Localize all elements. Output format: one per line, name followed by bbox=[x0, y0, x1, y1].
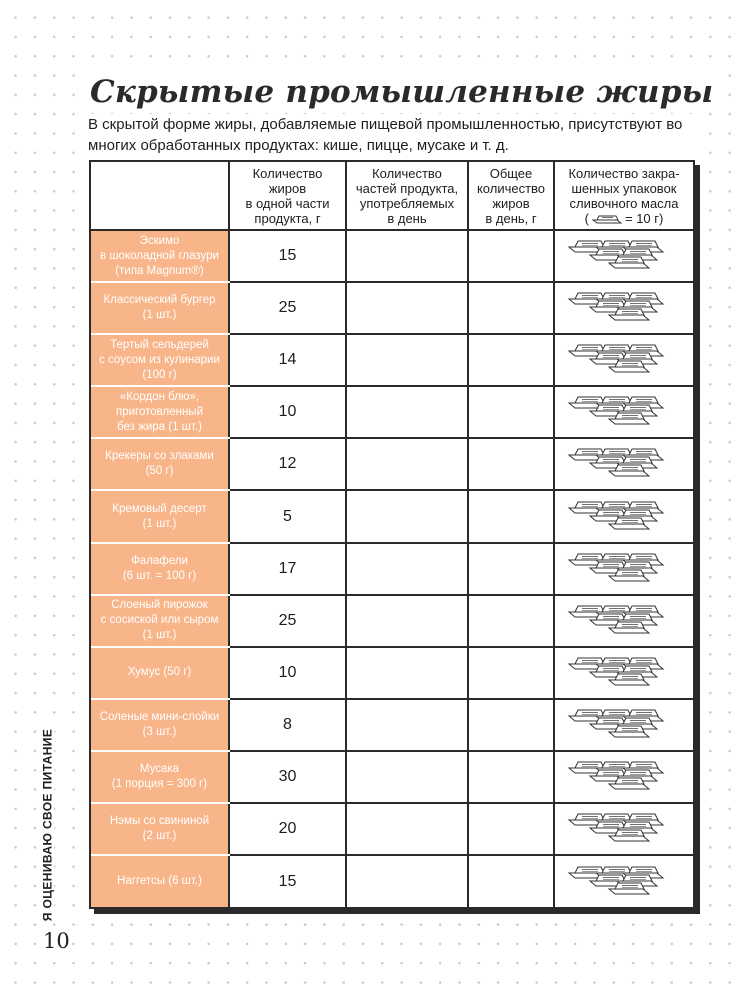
product-name-line: Крекеры со злаками bbox=[105, 450, 214, 463]
table-row bbox=[91, 334, 693, 386]
header-row bbox=[91, 162, 693, 230]
fat-per-portion-cell: 10 bbox=[229, 647, 346, 699]
portions-per-day-input[interactable] bbox=[346, 647, 468, 699]
product-name-line: Наггетсы (6 шт.) bbox=[117, 875, 202, 888]
butter-packs-cell[interactable] bbox=[554, 595, 693, 647]
butter-packs-graphic bbox=[567, 651, 681, 695]
product-name-line: Классический бургер bbox=[103, 294, 216, 307]
product-name-line: Нэмы со свининой bbox=[109, 815, 210, 828]
table-row bbox=[91, 282, 693, 334]
hidden-fats-table bbox=[91, 162, 693, 907]
product-name-cell bbox=[91, 699, 229, 751]
butter-legend: ( = 10 г) bbox=[584, 210, 664, 226]
intro-text bbox=[88, 114, 698, 156]
butter-packs-graphic bbox=[567, 807, 681, 851]
butter-packs-cell[interactable] bbox=[554, 699, 693, 751]
butter-packs-graphic bbox=[567, 338, 681, 382]
butter-packs-cell[interactable] bbox=[554, 543, 693, 595]
total-fat-input[interactable] bbox=[468, 699, 554, 751]
butter-pack-icon bbox=[592, 213, 622, 225]
fat-per-portion-cell: 20 bbox=[229, 803, 346, 855]
product-name-cell bbox=[91, 230, 229, 282]
portions-per-day-input[interactable] bbox=[346, 334, 468, 386]
intro-line-2: многих обработанных продуктах: кише, пицце, мусаке и т. д. bbox=[88, 137, 509, 154]
product-name-line: Мусака bbox=[139, 762, 180, 775]
fat-per-portion-cell: 14 bbox=[229, 334, 346, 386]
butter-packs-cell[interactable] bbox=[554, 282, 693, 334]
header-portions-per-day: Количество частей продукта, употребляемых в день bbox=[346, 162, 468, 230]
product-name-cell bbox=[91, 543, 229, 595]
portions-per-day-input[interactable] bbox=[346, 490, 468, 542]
portions-per-day-input[interactable] bbox=[346, 282, 468, 334]
fat-per-portion-cell: 25 bbox=[229, 595, 346, 647]
total-fat-input[interactable] bbox=[468, 751, 554, 803]
butter-packs-cell[interactable] bbox=[554, 438, 693, 490]
product-name-line: без жира (1 шт.) bbox=[117, 420, 202, 433]
butter-packs-graphic bbox=[567, 390, 681, 434]
product-name-cell bbox=[91, 334, 229, 386]
butter-packs-cell[interactable] bbox=[554, 803, 693, 855]
butter-packs-graphic bbox=[567, 495, 681, 539]
butter-packs-graphic bbox=[567, 547, 681, 591]
table-row bbox=[91, 230, 693, 282]
page-number: 10 bbox=[43, 929, 70, 953]
fat-per-portion-cell: 10 bbox=[229, 386, 346, 438]
portions-per-day-input[interactable] bbox=[346, 699, 468, 751]
fat-per-portion-cell: 15 bbox=[229, 230, 346, 282]
total-fat-input[interactable] bbox=[468, 855, 554, 907]
total-fat-input[interactable] bbox=[468, 438, 554, 490]
total-fat-input[interactable] bbox=[468, 803, 554, 855]
total-fat-input[interactable] bbox=[468, 230, 554, 282]
product-name-line: (1 шт.) bbox=[142, 517, 177, 530]
total-fat-input[interactable] bbox=[468, 334, 554, 386]
product-name-line: (50 г) bbox=[145, 465, 174, 478]
total-fat-input[interactable] bbox=[468, 386, 554, 438]
table-row bbox=[91, 595, 693, 647]
portions-per-day-input[interactable] bbox=[346, 803, 468, 855]
fat-per-portion-cell: 30 bbox=[229, 751, 346, 803]
table-row bbox=[91, 543, 693, 595]
table-row bbox=[91, 855, 693, 907]
product-name-cell bbox=[91, 438, 229, 490]
butter-packs-cell[interactable] bbox=[554, 647, 693, 699]
product-name-cell bbox=[91, 595, 229, 647]
portions-per-day-input[interactable] bbox=[346, 751, 468, 803]
header-total-fat: Общее количество жиров в день, г bbox=[468, 162, 554, 230]
butter-packs-graphic bbox=[567, 860, 681, 904]
butter-packs-graphic bbox=[567, 442, 681, 486]
product-name-line: Хумус (50 г) bbox=[127, 666, 192, 679]
butter-packs-graphic bbox=[567, 755, 681, 799]
product-name-cell bbox=[91, 803, 229, 855]
butter-packs-cell[interactable] bbox=[554, 855, 693, 907]
fat-table-frame bbox=[89, 160, 695, 909]
portions-per-day-input[interactable] bbox=[346, 543, 468, 595]
product-name-line: (1 шт.) bbox=[142, 629, 177, 642]
table-row bbox=[91, 647, 693, 699]
product-name-line: Тертый сельдерей bbox=[110, 338, 209, 351]
butter-packs-cell[interactable] bbox=[554, 230, 693, 282]
fat-per-portion-cell: 12 bbox=[229, 438, 346, 490]
table-row bbox=[91, 803, 693, 855]
butter-packs-graphic bbox=[567, 286, 681, 330]
section-side-label: Я ОЦЕНИВАЮ СВОЕ ПИТАНИЕ bbox=[40, 728, 54, 922]
product-name-line: Эскимо bbox=[139, 234, 180, 247]
product-name-line: (2 шт.) bbox=[142, 830, 177, 843]
total-fat-input[interactable] bbox=[468, 282, 554, 334]
product-name-line: Слоеный пирожок bbox=[111, 599, 208, 612]
portions-per-day-input[interactable] bbox=[346, 438, 468, 490]
total-fat-input[interactable] bbox=[468, 595, 554, 647]
header-butter-packs: Количество закра- шенных упаковок сливочного масла ( = 10 г) bbox=[554, 162, 693, 230]
product-name-line: (1 шт.) bbox=[142, 309, 177, 322]
product-name-line: в шоколадной глазури bbox=[100, 249, 219, 262]
product-name-cell bbox=[91, 282, 229, 334]
portions-per-day-input[interactable] bbox=[346, 855, 468, 907]
product-name-line: (типа Magnum®) bbox=[115, 264, 204, 277]
total-fat-input[interactable] bbox=[468, 647, 554, 699]
fat-per-portion-cell: 5 bbox=[229, 490, 346, 542]
product-name-cell bbox=[91, 855, 229, 907]
table-row bbox=[91, 699, 693, 751]
product-name-line: «Кордон блю», bbox=[119, 390, 200, 403]
product-name-line: приготовленный bbox=[115, 405, 203, 418]
portions-per-day-input[interactable] bbox=[346, 230, 468, 282]
butter-packs-graphic bbox=[567, 599, 681, 643]
product-name-line: Фалафели bbox=[131, 554, 188, 567]
product-name-line: Кремовый десерт bbox=[112, 502, 207, 515]
fat-per-portion-cell: 17 bbox=[229, 543, 346, 595]
product-name-line: с соусом из кулинарии bbox=[99, 353, 220, 366]
product-name-line: (1 порция = 300 г) bbox=[111, 777, 208, 790]
butter-packs-cell[interactable] bbox=[554, 751, 693, 803]
product-name-line: (6 шт. = 100 г) bbox=[122, 569, 197, 582]
product-name-line: Соленые мини-слойки bbox=[99, 710, 220, 723]
butter-packs-cell[interactable] bbox=[554, 490, 693, 542]
product-name-line: с сосиской или сыром bbox=[100, 614, 219, 627]
product-name-cell bbox=[91, 751, 229, 803]
total-fat-input[interactable] bbox=[468, 543, 554, 595]
header-blank-cell bbox=[91, 162, 229, 230]
product-name-line: (100 г) bbox=[142, 368, 177, 381]
butter-packs-graphic bbox=[567, 703, 681, 747]
product-name-line: (3 шт.) bbox=[142, 725, 177, 738]
fat-per-portion-cell: 8 bbox=[229, 699, 346, 751]
fat-per-portion-cell: 15 bbox=[229, 855, 346, 907]
product-name-cell bbox=[91, 647, 229, 699]
butter-packs-cell[interactable] bbox=[554, 334, 693, 386]
portions-per-day-input[interactable] bbox=[346, 386, 468, 438]
product-name-cell bbox=[91, 490, 229, 542]
page-title: Скрытые промышленные жиры bbox=[86, 74, 717, 110]
total-fat-input[interactable] bbox=[468, 490, 554, 542]
butter-packs-cell[interactable] bbox=[554, 386, 693, 438]
intro-line-1: В скрытой форме жиры, добавляемые пищевой промышленностью, присутствуют во bbox=[88, 116, 683, 133]
table-row bbox=[91, 386, 693, 438]
butter-packs-graphic bbox=[567, 234, 681, 278]
table-row bbox=[91, 490, 693, 542]
product-name-cell bbox=[91, 386, 229, 438]
fat-per-portion-cell: 25 bbox=[229, 282, 346, 334]
table-row bbox=[91, 438, 693, 490]
header-fat-per-portion: Количество жиров в одной части продукта, г bbox=[229, 162, 346, 230]
table-row bbox=[91, 751, 693, 803]
portions-per-day-input[interactable] bbox=[346, 595, 468, 647]
